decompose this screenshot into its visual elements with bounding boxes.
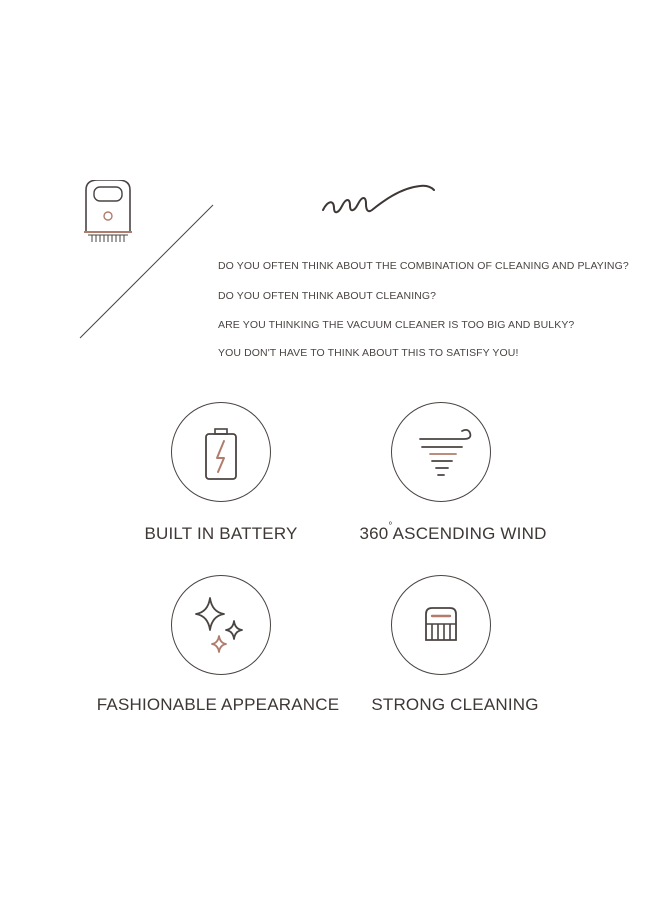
question-line-3: ARE YOU THINKING THE VACUUM CLEANER IS TOO BIG AND BULKY? xyxy=(218,319,575,331)
brush-head-icon xyxy=(392,576,489,673)
feature-cleaning-circle xyxy=(391,575,491,675)
feature-battery-label: BUILT IN BATTERY xyxy=(144,524,298,543)
battery-icon xyxy=(172,403,269,500)
feature-sparkle-circle xyxy=(171,575,271,675)
feature-wind-label-text: ASCENDING WIND xyxy=(392,524,547,543)
diagonal-divider xyxy=(78,203,216,340)
degree-symbol: ° xyxy=(388,521,393,533)
signature-scribble-icon xyxy=(320,180,436,220)
feature-battery-circle xyxy=(171,402,271,502)
sparkle-icon xyxy=(172,576,269,673)
feature-fashion-label: FASHIONABLE APPEARANCE xyxy=(96,695,340,714)
feature-wind-label xyxy=(359,521,547,544)
question-line-2: DO YOU OFTEN THINK ABOUT CLEANING? xyxy=(218,290,437,302)
feature-cleaning-label: STRONG CLEANING xyxy=(371,695,539,714)
feature-wind-circle xyxy=(391,402,491,502)
wind-icon xyxy=(392,403,489,500)
question-line-4: YOU DON'T HAVE TO THINK ABOUT THIS TO SATISFY YOU! xyxy=(218,347,519,359)
question-line-1: DO YOU OFTEN THINK ABOUT THE COMBINATION OF CLEANING AND PLAYING? xyxy=(218,260,629,272)
feature-wind-label-prefix: 360 xyxy=(359,524,389,543)
